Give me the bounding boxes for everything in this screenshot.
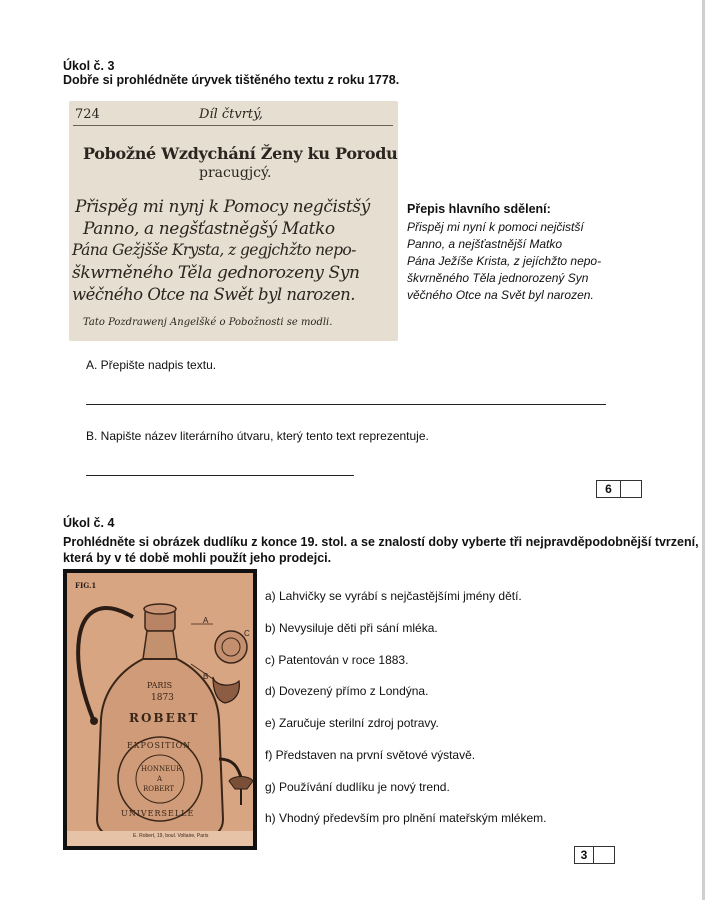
bottle-text-exposition: EXPOSITION bbox=[127, 741, 192, 750]
pacifier-bottle-illustration bbox=[63, 569, 257, 850]
figure-label: FIG.1 bbox=[75, 581, 97, 590]
historical-print-scan bbox=[69, 101, 398, 341]
scan-page-number: 724 bbox=[75, 107, 100, 122]
score-box-task4 bbox=[574, 846, 615, 864]
option-h[interactable]: h) Vhodný především pro plnění mateřským mlékem. bbox=[265, 811, 547, 825]
score-box-task3 bbox=[596, 480, 642, 498]
option-e[interactable]: e) Zaručuje sterilní zdroj potravy. bbox=[265, 716, 439, 730]
bottle-text-paris: PARIS bbox=[147, 681, 173, 690]
score-entry-cell[interactable] bbox=[620, 481, 641, 497]
transcription-line: Pána Ježíše Krista, z jejíchžto nepo- bbox=[407, 254, 602, 268]
transcription-line: Panno, a nejšťastnější Matko bbox=[407, 237, 563, 251]
task3-title: Úkol č. 3 bbox=[63, 59, 115, 73]
bottle-text-honneur: HONNEUR bbox=[141, 765, 182, 773]
scan-body-line: Pána Gežjšše Krysta, z gegjchžto nepo- bbox=[72, 241, 356, 259]
transcription-heading: Přepis hlavního sdělení: bbox=[407, 202, 551, 216]
bottle-text-year: 1873 bbox=[151, 693, 174, 703]
question-a: A. Přepište nadpis textu. bbox=[86, 358, 217, 372]
bottle-engraving bbox=[63, 569, 257, 850]
task3-instruction: Dobře si prohlédněte úryvek tištěného textu z roku 1778. bbox=[63, 73, 400, 87]
scan-heading-line1: Pobožné Wzdychání Ženy ku Porodu bbox=[83, 144, 398, 163]
part-label-a: A bbox=[203, 616, 209, 625]
bottle-text-robert: ROBERT bbox=[129, 711, 200, 725]
bottle-text-universelle: UNIVERSELLE bbox=[121, 809, 195, 818]
option-d[interactable]: d) Dovezený přímo z Londýna. bbox=[265, 684, 429, 698]
answer-line-b[interactable] bbox=[86, 475, 354, 476]
scan-body-line: Přispěg mi nynj k Pomocy negčistšý bbox=[75, 197, 370, 217]
scan-rule bbox=[73, 125, 393, 126]
transcription-line: věčného Otce na Svět byl narozen. bbox=[407, 288, 594, 302]
option-b[interactable]: b) Nevysiluje děti při sání mléka. bbox=[265, 621, 438, 635]
scan-body-line: wěčného Otce na Swět byl narozen. bbox=[72, 285, 356, 304]
option-a[interactable]: a) Lahvičky se vyrábí s nejčastějšími jmény dětí. bbox=[265, 589, 522, 603]
option-c[interactable]: c) Patentován v roce 1883. bbox=[265, 653, 409, 667]
part-label-c: C bbox=[244, 629, 250, 638]
task4-instruction-line2: která by v té době mohli použít jeho prodejci. bbox=[63, 551, 332, 565]
bottle-text-robert-seal: ROBERT bbox=[143, 785, 175, 793]
scan-running-head: Díl čtvrtý, bbox=[199, 107, 263, 122]
task4-instruction-line1: Prohlédněte si obrázek dudlíku z konce 19. stol. a se znalostí doby vyberte tři nejpravděpodobnější tvrzení, bbox=[63, 535, 699, 549]
score-value: 6 bbox=[605, 482, 612, 496]
bottle-text-a: A bbox=[157, 775, 163, 783]
scan-body-line: Panno, a negšťastněgšý Matko bbox=[83, 219, 335, 239]
option-g[interactable]: g) Používání dudlíku je nový trend. bbox=[265, 780, 450, 794]
transcription-line: škvrněného Těla jednorozený Syn bbox=[407, 271, 589, 285]
question-b: B. Napište název literárního útvaru, který tento text reprezentuje. bbox=[86, 429, 429, 443]
illustration-caption: E. Robert, 19, boul. Voltaire, Paris bbox=[133, 833, 209, 839]
task4-title: Úkol č. 4 bbox=[63, 516, 115, 530]
scan-footer: Tato Pozdrawenj Angelšké o Pobožnosti se modli. bbox=[83, 317, 333, 328]
part-label-b: B bbox=[203, 672, 209, 681]
transcription-line: Přispěj mi nyní k pomoci nejčistší bbox=[407, 220, 584, 234]
option-f[interactable]: f) Představen na první světové výstavě. bbox=[265, 748, 476, 762]
answer-line-a[interactable] bbox=[86, 404, 606, 405]
scan-body-line: škwrněného Těla gednorozeny Syn bbox=[72, 263, 360, 283]
score-entry-cell[interactable] bbox=[593, 847, 614, 863]
scan-heading-line2: pracugjcý. bbox=[199, 165, 272, 181]
score-value: 3 bbox=[580, 848, 588, 862]
